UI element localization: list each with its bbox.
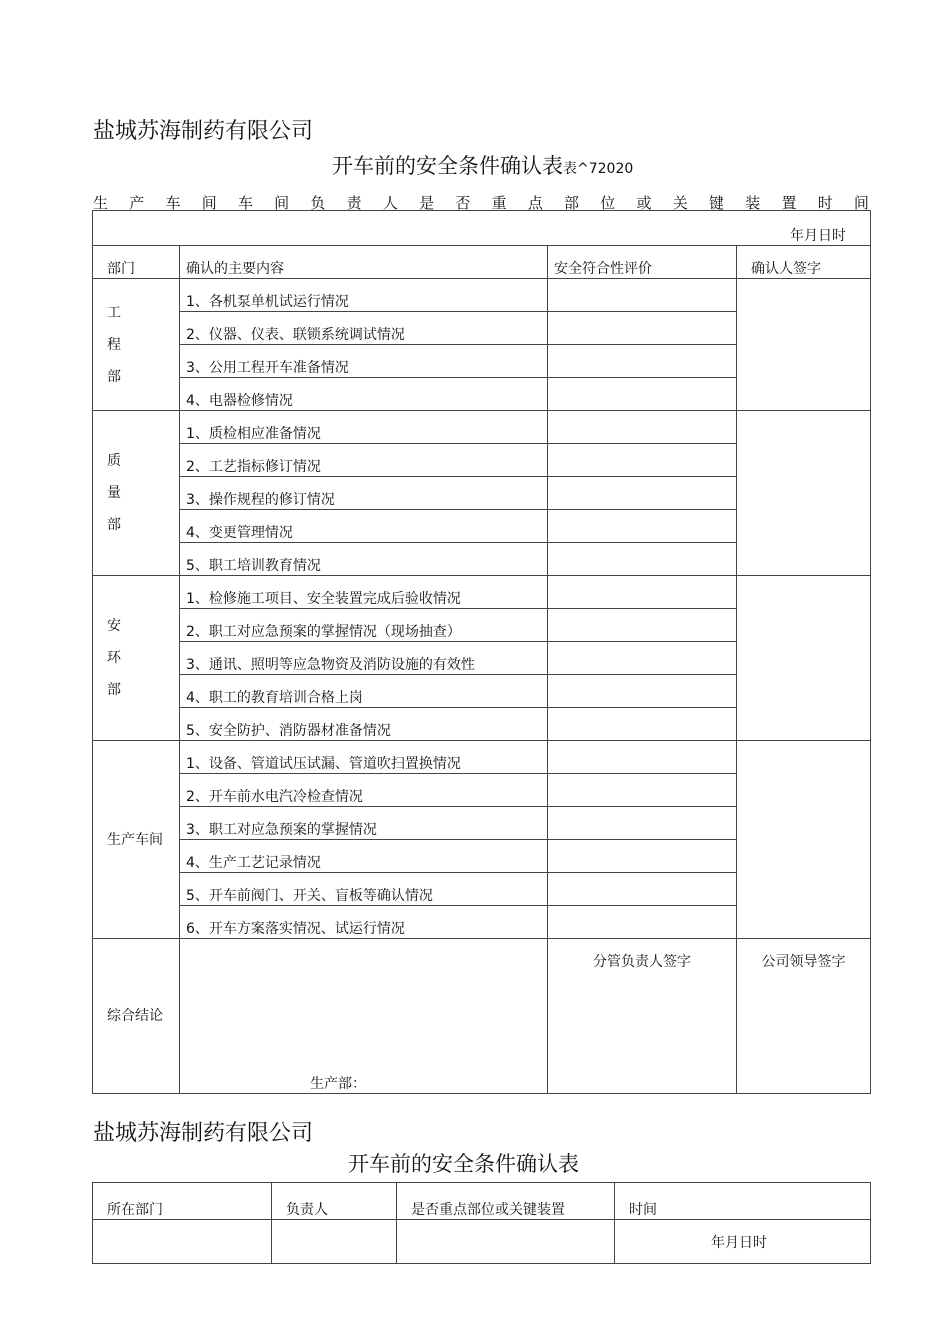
col-header-content: 确认的主要内容 <box>180 246 548 279</box>
leader-sign-cell[interactable] <box>737 939 871 1094</box>
supervisor-sign-cell[interactable] <box>548 939 737 1094</box>
evaluation-cell[interactable] <box>548 378 737 411</box>
header-word: 负 <box>310 194 326 212</box>
evaluation-cell[interactable] <box>548 873 737 906</box>
header-word: 车 <box>237 194 253 212</box>
form-number: 表^72020 <box>563 161 634 177</box>
evaluation-cell[interactable] <box>548 675 737 708</box>
evaluation-cell[interactable] <box>548 543 737 576</box>
evaluation-cell[interactable] <box>548 444 737 477</box>
company-name: 盐城苏海制药有限公司 <box>93 119 314 144</box>
header-word: 责 <box>346 194 362 212</box>
check-item: 2、仪器、仪表、联锁系统调试情况 <box>180 312 548 345</box>
header-word: 间 <box>201 194 217 212</box>
evaluation-cell[interactable] <box>548 807 737 840</box>
header-word: 否 <box>455 194 471 212</box>
check-item: 5、安全防护、消防器材准备情况 <box>180 708 548 741</box>
confirmation-table <box>92 210 871 1094</box>
summary-label: 综合结论 <box>93 939 180 1094</box>
header-word: 重 <box>491 194 507 212</box>
evaluation-cell[interactable] <box>548 576 737 609</box>
header-word: 或 <box>636 194 652 212</box>
evaluation-cell[interactable] <box>548 510 737 543</box>
check-item: 4、生产工艺记录情况 <box>180 840 548 873</box>
evaluation-cell[interactable] <box>548 741 737 774</box>
dept-label: 质 量 部 <box>93 411 180 576</box>
form-title-2: 开车前的安全条件确认表 <box>348 1152 579 1176</box>
check-item: 1、质检相应准备情况 <box>180 411 548 444</box>
check-item: 4、职工的教育培训合格上岗 <box>180 675 548 708</box>
header-word: 键 <box>708 194 724 212</box>
form-title-line <box>332 150 633 180</box>
check-item: 4、电器检修情况 <box>180 378 548 411</box>
header-word: 关 <box>672 194 688 212</box>
evaluation-cell[interactable] <box>548 279 737 312</box>
signature-cell[interactable] <box>737 279 871 411</box>
check-item: 6、开车方案落实情况、试运行情况 <box>180 906 548 939</box>
col-header-time: 时间 <box>615 1183 871 1220</box>
header-word: 生 <box>93 194 109 212</box>
check-item: 3、通讯、照明等应急物资及消防设施的有效性 <box>180 642 548 675</box>
signature-cell[interactable] <box>737 411 871 576</box>
header-word: 车 <box>165 194 181 212</box>
evaluation-cell[interactable] <box>548 708 737 741</box>
check-item: 2、开车前水电汽冷检查情况 <box>180 774 548 807</box>
evaluation-cell[interactable] <box>548 411 737 444</box>
dept-label: 生产车间 <box>93 741 180 939</box>
check-item: 2、职工对应急预案的掌握情况（现场抽查） <box>180 609 548 642</box>
header-word: 装 <box>745 194 761 212</box>
check-item: 3、操作规程的修订情况 <box>180 477 548 510</box>
signature-cell[interactable] <box>737 741 871 939</box>
check-item: 3、职工对应急预案的掌握情况 <box>180 807 548 840</box>
evaluation-cell[interactable] <box>548 774 737 807</box>
company-name-2: 盐城苏海制药有限公司 <box>93 1121 314 1146</box>
evaluation-cell[interactable] <box>548 609 737 642</box>
date-label-2: 年月日时 <box>711 1234 767 1251</box>
col-header-evaluation: 安全符合性评价 <box>548 246 737 279</box>
header-word: 位 <box>600 194 616 212</box>
evaluation-cell[interactable] <box>548 906 737 939</box>
col-header-dept: 部门 <box>93 246 180 279</box>
check-item: 2、工艺指标修订情况 <box>180 444 548 477</box>
header-word: 部 <box>564 194 580 212</box>
col-header-department: 所在部门 <box>93 1183 272 1220</box>
date-label: 年月日时 <box>790 228 846 244</box>
header-word: 人 <box>382 194 398 212</box>
evaluation-cell[interactable] <box>548 840 737 873</box>
date-cell <box>93 211 871 246</box>
header-word: 间 <box>274 194 290 212</box>
evaluation-cell[interactable] <box>548 642 737 675</box>
department-input[interactable] <box>93 1220 272 1264</box>
check-item: 5、开车前阀门、开关、盲板等确认情况 <box>180 873 548 906</box>
signature-cell[interactable] <box>737 576 871 741</box>
dept-label: 安 环 部 <box>93 576 180 741</box>
evaluation-cell[interactable] <box>548 312 737 345</box>
table-row <box>93 279 871 312</box>
col-header-person: 负责人 <box>272 1183 397 1220</box>
check-item: 1、检修施工项目、安全装置完成后验收情况 <box>180 576 548 609</box>
supervisor-sign-label: 分管负责人签字 <box>593 954 691 970</box>
table-row <box>93 411 871 444</box>
check-item: 1、设备、管道试压试漏、管道吹扫置换情况 <box>180 741 548 774</box>
header-word: 产 <box>129 194 145 212</box>
check-item: 1、各机泵单机试运行情况 <box>180 279 548 312</box>
dept-label: 工 程 部 <box>93 279 180 411</box>
header-word: 置 <box>781 194 797 212</box>
key-unit-input[interactable] <box>397 1220 615 1264</box>
table-row <box>93 741 871 774</box>
evaluation-cell[interactable] <box>548 345 737 378</box>
evaluation-cell[interactable] <box>548 477 737 510</box>
summary-form-table <box>92 1182 871 1264</box>
check-item: 4、变更管理情况 <box>180 510 548 543</box>
summary-cell[interactable] <box>180 939 548 1094</box>
table-row <box>93 576 871 609</box>
col-header-key-unit: 是否重点部位或关键装置 <box>397 1183 615 1220</box>
leader-sign-label: 公司领导签字 <box>761 954 846 970</box>
form-title: 开车前的安全条件确认表 <box>332 154 563 178</box>
person-input[interactable] <box>272 1220 397 1264</box>
time-input[interactable] <box>615 1220 871 1264</box>
check-item: 5、职工培训教育情况 <box>180 543 548 576</box>
summary-footer: 生产部： <box>310 1076 366 1092</box>
header-word: 是 <box>419 194 435 212</box>
header-word: 时 <box>817 194 833 212</box>
check-item: 3、公用工程开车准备情况 <box>180 345 548 378</box>
col-header-signature: 确认人签字 <box>737 246 871 279</box>
header-word: 间 <box>853 194 869 212</box>
header-word: 点 <box>527 194 543 212</box>
